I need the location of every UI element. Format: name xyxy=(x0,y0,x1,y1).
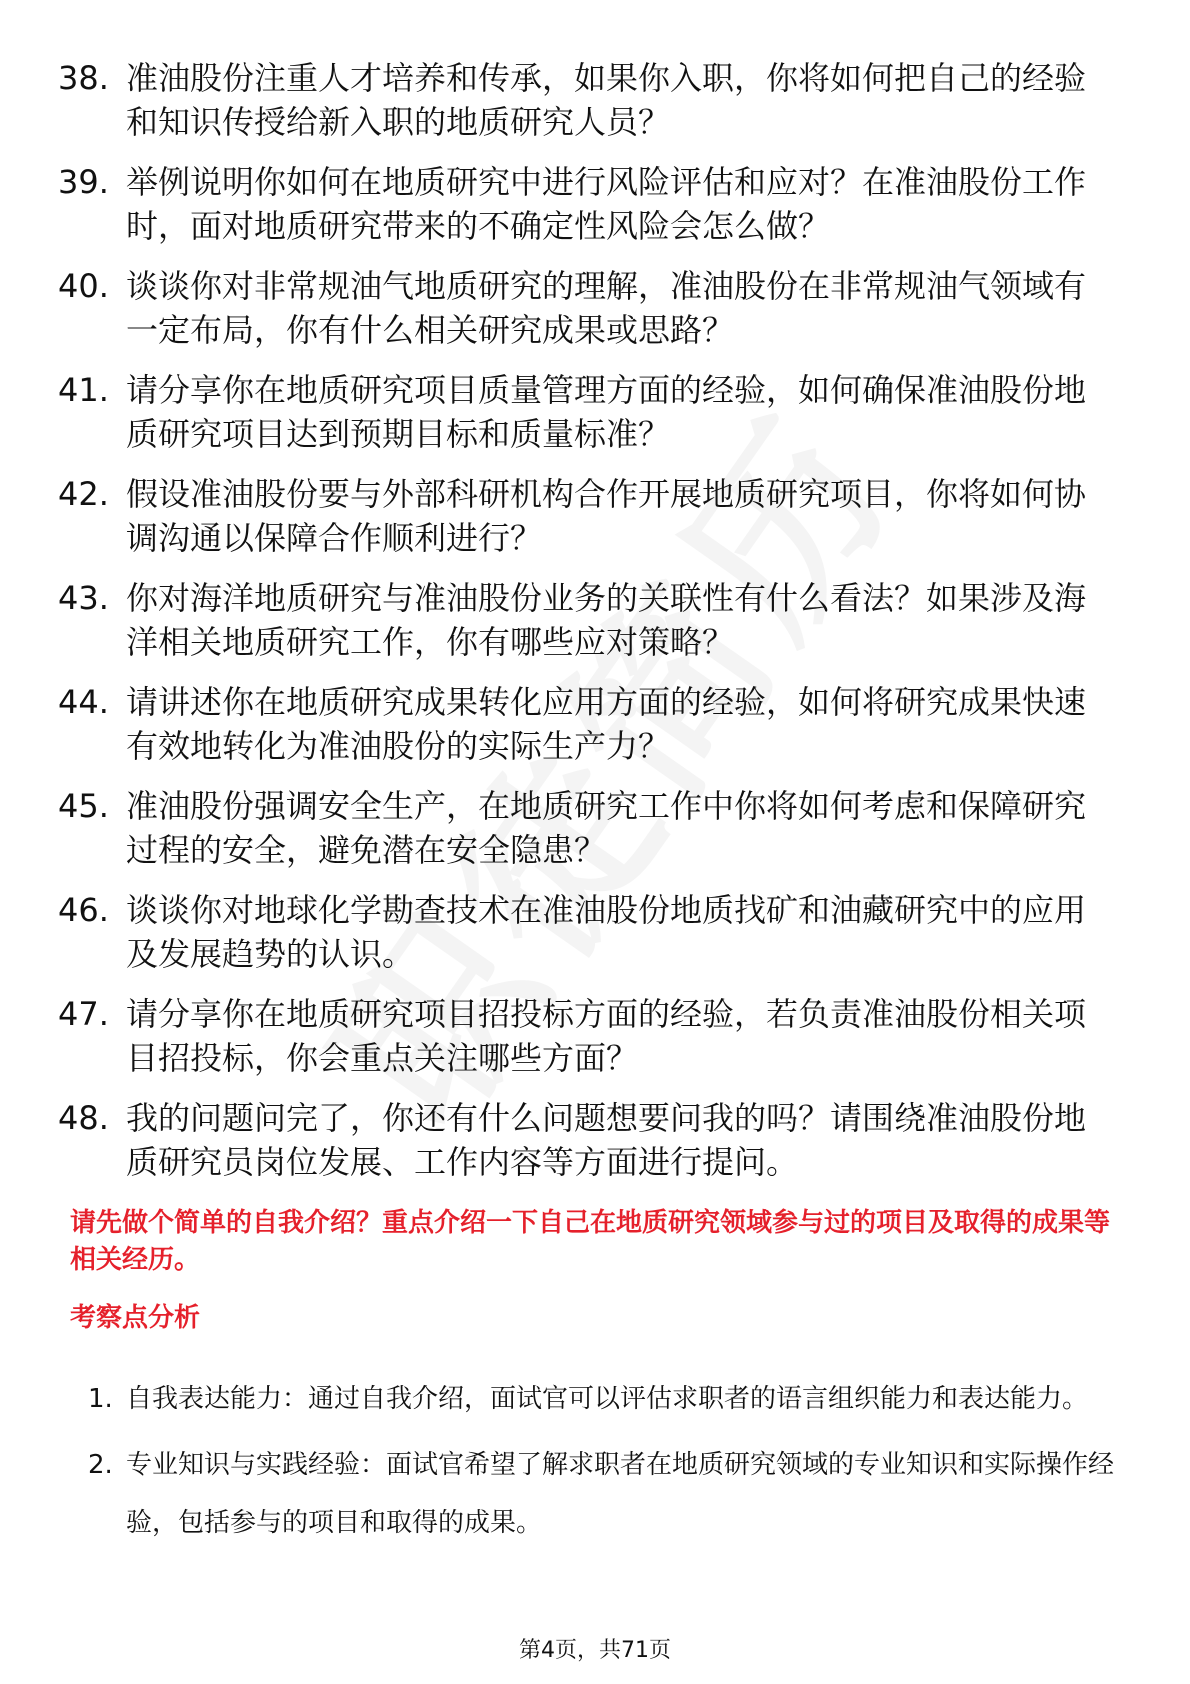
question-number: 43. xyxy=(58,579,109,617)
question-text: 准油股份注重人才培养和传承，如果你入职，你将如何把自己的经验和知识传授给新入职的地质研究人员？ xyxy=(126,59,1087,141)
analysis-point xyxy=(0,1370,1190,1428)
question-item xyxy=(0,368,1190,456)
analysis-number: 2. xyxy=(88,1450,113,1480)
question-item xyxy=(0,56,1190,144)
question-number: 46. xyxy=(58,891,109,929)
question-item xyxy=(0,1096,1190,1184)
question-text: 准油股份强调安全生产，在地质研究工作中你将如何考虑和保障研究过程的安全，避免潜在安全隐患？ xyxy=(126,787,1087,869)
question-text: 请分享你在地质研究项目质量管理方面的经验，如何确保准油股份地质研究项目达到预期目标和质量标准？ xyxy=(126,371,1087,453)
question-number: 42. xyxy=(58,475,109,513)
question-number: 38. xyxy=(58,59,109,97)
question-item xyxy=(0,784,1190,872)
question-text: 谈谈你对地球化学勘查技术在准油股份地质找矿和油藏研究中的应用及发展趋势的认识。 xyxy=(126,891,1087,973)
question-text: 假设准油股份要与外部科研机构合作开展地质研究项目，你将如何协调沟通以保障合作顺利进行？ xyxy=(126,475,1087,557)
question-number: 45. xyxy=(58,787,109,825)
question-text: 你对海洋地质研究与准油股份业务的关联性有什么看法？如果涉及海洋相关地质研究工作，你有哪些应对策略？ xyxy=(126,579,1087,661)
question-item xyxy=(0,680,1190,768)
analysis-list xyxy=(0,1370,1190,1560)
question-item xyxy=(0,992,1190,1080)
question-number: 39. xyxy=(58,163,109,201)
analysis-text: 专业知识与实践经验：面试官希望了解求职者在地质研究领域的专业知识和实际操作经验，包括参与的项目和取得的成果。 xyxy=(126,1450,1115,1538)
question-text: 请分享你在地质研究项目招投标方面的经验，若负责准油股份相关项目招投标，你会重点关注哪些方面？ xyxy=(126,995,1087,1077)
question-text: 请讲述你在地质研究成果转化应用方面的经验，如何将研究成果快速有效地转化为准油股份的实际生产力？ xyxy=(126,683,1087,765)
question-text: 举例说明你如何在地质研究中进行风险评估和应对？在准油股份工作时，面对地质研究带来的不确定性风险会怎么做？ xyxy=(126,163,1087,245)
question-item xyxy=(0,160,1190,248)
question-text: 谈谈你对非常规油气地质研究的理解，准油股份在非常规油气领域有一定布局，你有什么相关研究成果或思路？ xyxy=(126,267,1087,349)
question-text: 我的问题问完了，你还有什么问题想要问我的吗？请围绕准油股份地质研究员岗位发展、工作内容等方面进行提问。 xyxy=(126,1099,1087,1181)
analysis-title: 考察点分析 xyxy=(70,1303,201,1333)
question-list xyxy=(0,56,1190,1200)
highlight-question: 请先做个简单的自我介绍？重点介绍一下自己在地质研究领域参与过的项目及取得的成果等相关经历。 xyxy=(70,1208,1111,1275)
page-footer: 第4页，共71页 xyxy=(519,1638,671,1663)
question-number: 47. xyxy=(58,995,109,1033)
question-number: 44. xyxy=(58,683,109,721)
question-item xyxy=(0,264,1190,352)
analysis-number: 1. xyxy=(88,1384,113,1414)
analysis-text: 自我表达能力：通过自我介绍，面试官可以评估求职者的语言组织能力和表达能力。 xyxy=(126,1384,1089,1414)
question-item xyxy=(0,888,1190,976)
analysis-point xyxy=(0,1436,1190,1552)
question-item xyxy=(0,472,1190,560)
question-number: 41. xyxy=(58,371,109,409)
question-number: 40. xyxy=(58,267,109,305)
question-item xyxy=(0,576,1190,664)
question-number: 48. xyxy=(58,1099,109,1137)
